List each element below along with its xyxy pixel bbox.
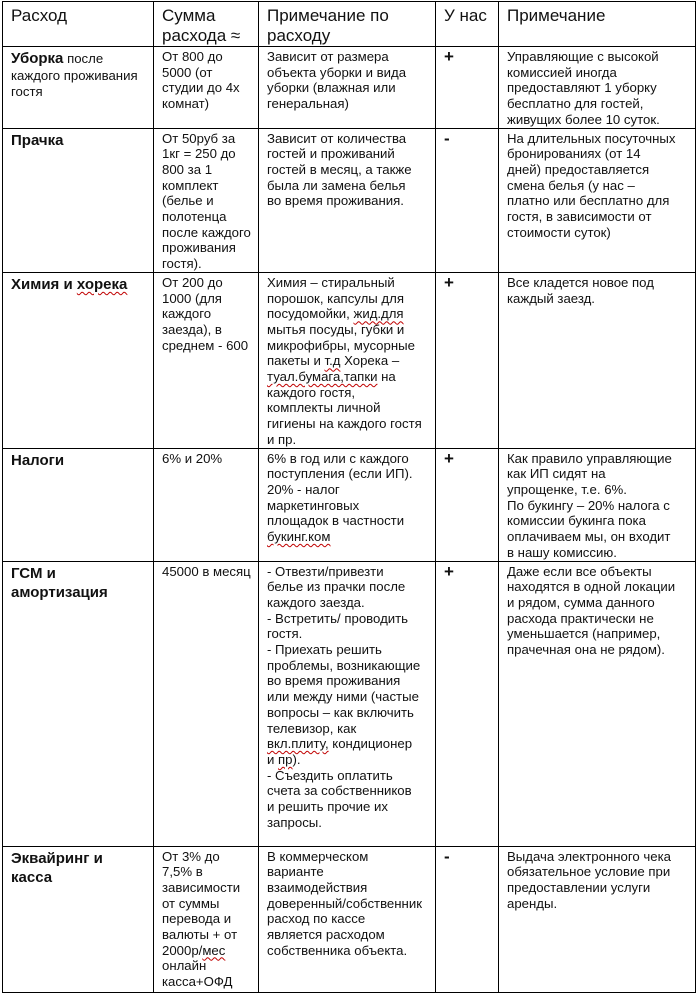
expense-amount: От 50руб за 1кг = 250 до 800 за 1 комплект (белье и полотенца после каждого проживания гостя). <box>154 128 259 272</box>
header-expense-note: Примечание по расходу <box>259 2 436 47</box>
expense-amount: 6% и 20% <box>154 448 259 561</box>
header-ours: У нас <box>436 2 499 47</box>
expense-name: Химия и хорека <box>3 272 154 448</box>
expense-amount: От 200 до 1000 (для каждого заезда), в среднем - 600 <box>154 272 259 448</box>
expenses-table <box>2 1 696 993</box>
expense-remark: Управляющие с высокой комиссией иногда предоставляют 1 уборку бесплатно для гостей, живущих более 10 суток. <box>499 47 696 129</box>
expense-amount: От 3% до 7,5% в зависимости от суммы перевода и валюты + от 2000р/мес онлайн касса+ОФД <box>154 846 259 992</box>
ours-mark: + <box>436 272 499 448</box>
ours-mark: - <box>436 846 499 992</box>
expense-amount: От 800 до 5000 (от студии до 4х комнат) <box>154 47 259 129</box>
ours-mark: + <box>436 561 499 846</box>
expense-note: 6% в год или с каждого поступления (если ИП). 20% - налог маркетинговых площадок в частности букинг.ком <box>259 448 436 561</box>
expense-name: Эквайринг и касса <box>3 846 154 992</box>
expense-remark: Даже если все объекты находятся в одной локации и рядом, сумма данного расхода практически не уменьшается (например, прачечная она не рядом). <box>499 561 696 846</box>
expense-remark: Все кладется новое под каждый заезд. <box>499 272 696 448</box>
expense-name: ГСМ и амортизация <box>3 561 154 846</box>
expense-note: В коммерческом варианте взаимодействия доверенный/собственник расход по кассе является расходом собственника объекта. <box>259 846 436 992</box>
header-note: Примечание <box>499 2 696 47</box>
expense-name: Налоги <box>3 448 154 561</box>
table-row <box>3 47 696 129</box>
table-row <box>3 846 696 992</box>
expense-note: Зависит от размера объекта уборки и вида уборки (влажная или генеральная) <box>259 47 436 129</box>
expense-amount: 45000 в месяц <box>154 561 259 846</box>
table-row <box>3 128 696 272</box>
expense-note: Зависит от количества гостей и проживаний гостей в месяц, а также была ли замена белья во время проживания. <box>259 128 436 272</box>
header-amount: Сумма расхода ≈ <box>154 2 259 47</box>
ours-mark: + <box>436 47 499 129</box>
expense-remark: Выдача электронного чека обязательное условие при предоставлении услуги аренды. <box>499 846 696 992</box>
expense-note: Химия – стиральный порошок, капсулы для посудомойки, жид.для мытья посуды, губки и микрофибры, мусорные пакеты и т.д Хорека – туал.бумага,тапки на каждого гостя, комплекты личной гигиены на каждого гостя и пр. <box>259 272 436 448</box>
expense-note: - Отвезти/привезти белье из прачки после каждого заезда. - Встретить/ проводить гостя. - Приехать решить проблемы, возникающие во время проживания или между ними (частые вопросы – как включить телевизор, как вкл.плиту, кондиционер и пр). - Съездить оплатить счета за собственников и решить прочие их запросы. <box>259 561 436 846</box>
header-row <box>3 2 696 47</box>
ours-mark: + <box>436 448 499 561</box>
header-expense: Расход <box>3 2 154 47</box>
table-row <box>3 272 696 448</box>
ours-mark: - <box>436 128 499 272</box>
expense-remark: Как правило управляющие как ИП сидят на упрощенке, т.е. 6%. По букингу – 20% налога с комиссии букинга пока оплачиваем мы, он входит в нашу комиссию. <box>499 448 696 561</box>
expense-remark: На длительных посуточных бронированиях (от 14 дней) предоставляется смена белья (у нас – платно или бесплатно для гостя, в зависимости от стоимости суток) <box>499 128 696 272</box>
table-row <box>3 448 696 561</box>
expense-name: Прачка <box>3 128 154 272</box>
table-row <box>3 561 696 846</box>
expense-name: Уборка после каждого проживания гостя <box>3 47 154 129</box>
